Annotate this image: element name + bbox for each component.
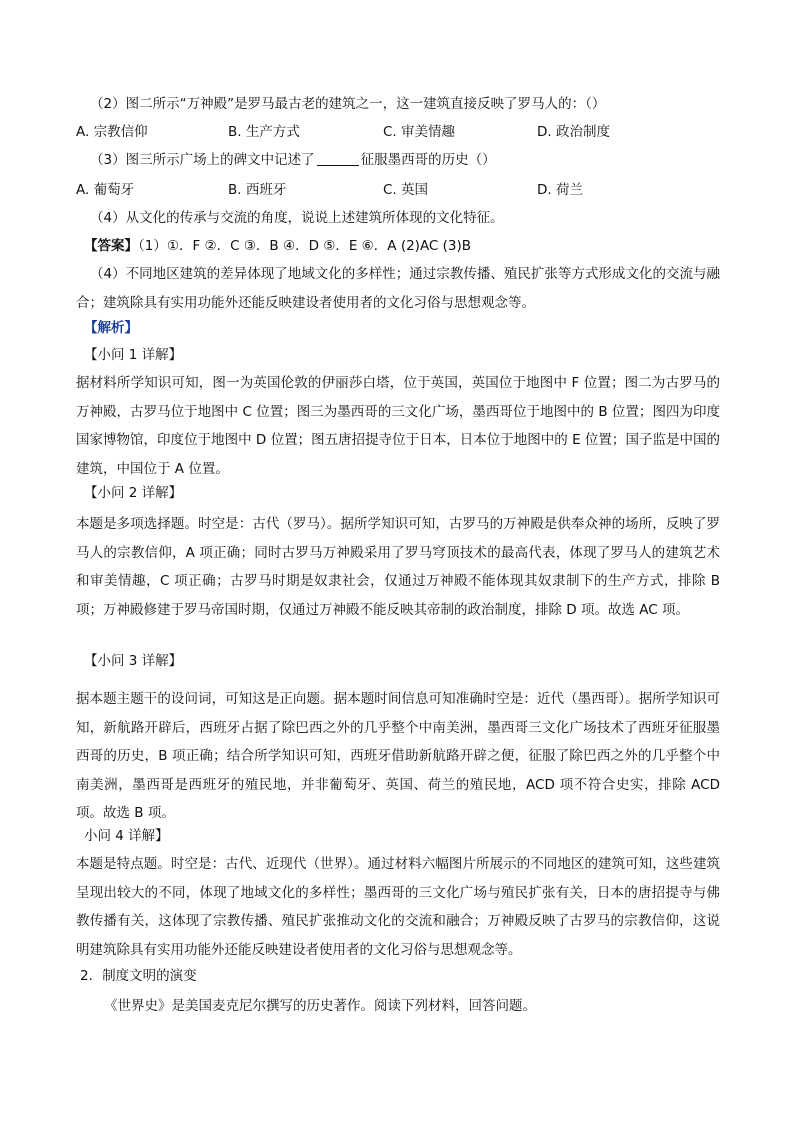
q2-option-c: C. 审美情趣 xyxy=(383,124,456,140)
answer-label: 【答案】 xyxy=(84,238,138,254)
q4-stem: （4）从文化的传承与交流的角度，说说上述建筑所体现的文化特征。 xyxy=(90,210,504,226)
q3-stem xyxy=(90,150,740,170)
sub2-text: 本题是多项选择题。时空是：古代（罗马）。据所学知识可知，古罗马的万神殿是供奉众神的场所，反映了罗马人的宗教信仰，A 项正确；同时古罗马万神殿采用了罗马穹顶技术的最高代表，体现了罗马人的建筑艺术和审美情趣，C 项正确；古罗马时期是奴隶社会，仅通过万神殿不能体现其奴隶制下的生产方式，排除 B 项；万神殿修建于罗马帝国时期，仅通过万神殿不能反映其帝制的政治制度，排除 D 项。故选 AC 项。 xyxy=(76,516,720,618)
q2-option-d: D. 政治制度 xyxy=(537,124,610,140)
q2-stem: （2）图二所示“万神殿”是罗马最古老的建筑之一，这一建筑直接反映了罗马人的：（） xyxy=(90,96,606,112)
sub3-text: 据本题主题干的设问词，可知这是正向题。据本题时间信息可知准确时空是：近代（墨西哥）。据所学知识可知，新航路开辟后，西班牙占据了除巴西之外的几乎整个中南美洲，墨西哥三文化广场技术了西班牙征服墨西哥的历史，B 项正确；结合所学知识可知，西班牙借助新航路开辟之便，征服了除巴西之外的几乎整个中南美洲，墨西哥是西班牙的殖民地，并非葡萄牙、英国、荷兰的殖民地，ACD 项不符合史实，排除 ACD 项。故选 B 项。 xyxy=(76,691,720,821)
analysis-label: 【解析】 xyxy=(84,320,138,336)
sub2-heading: 【小问 2 详解】 xyxy=(84,485,183,501)
answer-line xyxy=(84,236,471,256)
sub1-text: 据材料所学知识可知，图一为英国伦敦的伊丽莎白塔，位于英国，英国位于地图中 F 位置；图二为古罗马的万神殿，古罗马位于地图中 C 位置；图三为墨西哥的三文化广场，墨西哥位于地图中的 B 位置；图四为印度国家博物馆，印度位于地图中 D 位置；图五唐招提寺位于日本，日本位于地图中的 E 位置；国子监是中国的建筑，中国位于 A 位置。 xyxy=(76,375,720,477)
section2-heading: 2．制度文明的演变 xyxy=(80,968,197,984)
q3-stem-after: 征服墨西哥的历史（） xyxy=(360,152,496,168)
sub4-text: 本题是特点题。时空是：古代、近现代（世界）。通过材料六幅图片所展示的不同地区的建筑可知，这些建筑呈现出较大的不同，体现了地域文化的多样性；墨西哥的三文化广场与殖民扩张有关，日本的唐招提寺与佛教传播有关，这体现了宗教传播、殖民扩张推动文化的交流和融合；万神殿反映了古罗马的宗教信仰，这说明建筑除具有实用功能外还能反映建设者使用者的文化习俗与思想观念等。 xyxy=(76,856,720,958)
q3-option-d: D. 荷兰 xyxy=(537,182,583,198)
section2-intro: 《世界史》是美国麦克尼尔撰写的历史著作。阅读下列材料，回答问题。 xyxy=(104,998,536,1014)
q2-option-b: B. 生产方式 xyxy=(228,124,300,140)
q3-blank xyxy=(317,151,359,166)
q3-option-b: B. 西班牙 xyxy=(228,182,287,198)
q2-option-a: A. 宗教信仰 xyxy=(76,124,148,140)
q2-options xyxy=(76,122,726,142)
sub4-heading: 小问 4 详解】 xyxy=(84,828,169,844)
q3-stem-before: （3）图三所示广场上的碑文中记述了 xyxy=(90,152,315,168)
sub3-heading: 【小问 3 详解】 xyxy=(84,653,183,669)
q3-option-c: C. 英国 xyxy=(383,182,429,198)
answer-q4: （4）不同地区建筑的差异体现了地域文化的多样性；通过宗教传播、殖民扩张等方式形成文化的交流与融合；建筑除具有实用功能外还能反映建设者使用者的文化习俗与思想观念等。 xyxy=(76,266,720,311)
sub1-heading: 【小问 1 详解】 xyxy=(84,347,183,363)
q3-options xyxy=(76,180,726,200)
answer-text: （1）①．F ②．C ③．B ④．D ⑤．E ⑥．A (2)AC (3)B xyxy=(138,238,472,254)
q3-option-a: A. 葡萄牙 xyxy=(76,182,135,198)
